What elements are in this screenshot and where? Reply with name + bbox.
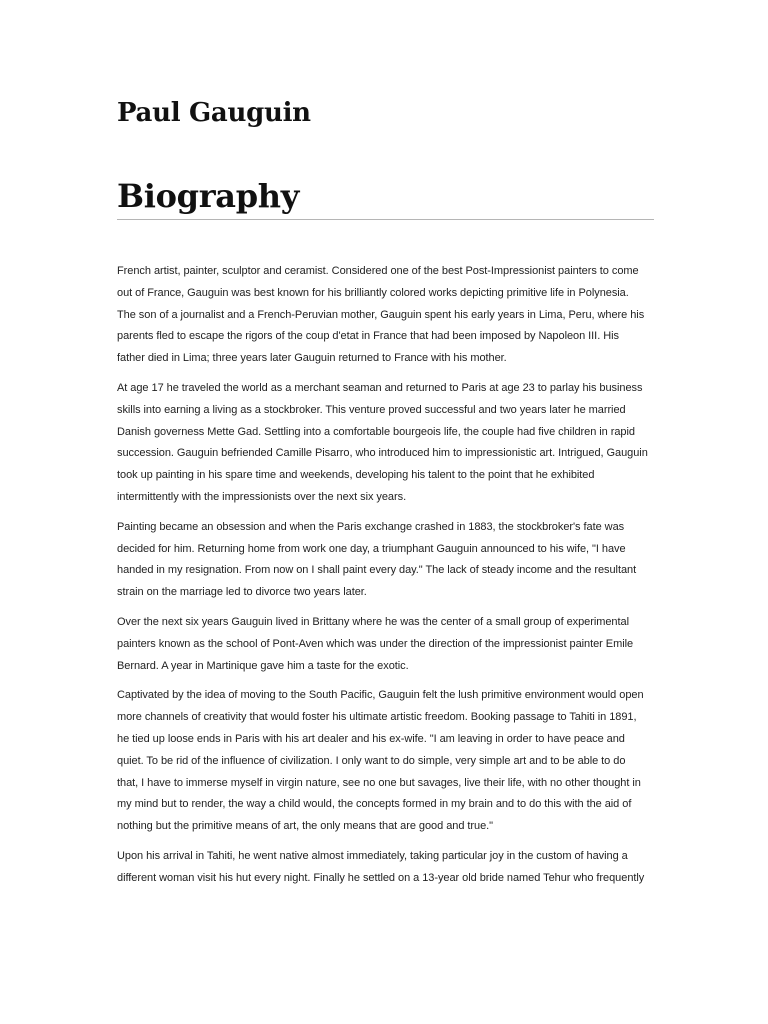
text-line: different woman visit his hut every night. Finally he settled on a 13-year old bride named Tehur who frequently (117, 871, 645, 884)
section-heading-biography: Biography (117, 177, 300, 215)
text-line: Bernard. A year in Martinique gave him a taste for the exotic. (117, 659, 409, 672)
text-line: my mind but to render, the way a child would, the concepts formed in my brain and to do this with the aid of (117, 798, 632, 811)
text-line: quiet. To be rid of the influence of civilization. I only want to do simple, very simple art and to be able to do (117, 754, 626, 767)
text-line: handed in my resignation. From now on I shall paint every day." The lack of steady income and the resultant (117, 564, 637, 577)
text-line: succession. Gauguin befriended Camille Pisarro, who introduced him to impressionistic art. Intrigued, Gauguin (117, 447, 648, 460)
paragraph (117, 378, 654, 509)
text-line: Danish governess Mette Gad. Settling into a comfortable bourgeois life, the couple had five children in rapid (117, 425, 635, 438)
text-line: The son of a journalist and a French-Peruvian mother, Gauguin spent his early years in Lima, Peru, where his (117, 308, 645, 321)
text-line: Over the next six years Gauguin lived in Brittany where he was the center of a small group of experimental (117, 615, 629, 628)
text-line: he tied up loose ends in Paris with his art dealer and his ex-wife. "I am leaving in order to have peace and (117, 732, 625, 745)
page-title: Paul Gauguin (117, 98, 311, 128)
text-line: intermittently with the impressionists over the next six years. (117, 490, 407, 503)
text-line: more channels of creativity that would foster his ultimate artistic freedom. Booking passage to Tahiti in 1891, (117, 711, 637, 724)
text-line: Captivated by the idea of moving to the South Pacific, Gauguin felt the lush primitive environment would open (117, 689, 644, 702)
text-line: French artist, painter, sculptor and ceramist. Considered one of the best Post-Impressionist painters to come (117, 265, 639, 277)
text-line: father died in Lima; three years later Gauguin returned to France with his mother. (117, 352, 507, 365)
text-line: skills into earning a living as a stockbroker. This venture proved successful and two years later he married (117, 403, 626, 416)
text-line: took up painting in his spare time and weekends, developing his talent to the point that he exhibited (117, 469, 595, 482)
text-line: that, I have to immerse myself in virgin nature, see no one but savages, live their life, with no other thought in (117, 776, 641, 789)
biography-body (117, 261, 654, 898)
text-line: painters known as the school of Pont-Aven which was under the direction of the impressionist painter Emile (117, 637, 634, 650)
text-line: decided for him. Returning home from work one day, a triumphant Gauguin announced to his wife, "I have (117, 542, 626, 555)
paragraph (117, 612, 654, 677)
paragraph (117, 846, 654, 890)
text-line: Painting became an obsession and when the Paris exchange crashed in 1883, the stockbroker's fate was (117, 520, 625, 533)
text-line: parents fled to escape the rigors of the coup d'etat in France that had been imposed by Napoleon III. His (117, 330, 619, 343)
text-line: Upon his arrival in Tahiti, he went native almost immediately, taking particular joy in the custom of having a (117, 849, 628, 862)
text-line: At age 17 he traveled the world as a merchant seaman and returned to Paris at age 23 to parlay his business (117, 381, 643, 394)
heading-divider (117, 219, 654, 220)
text-line: nothing but the primitive means of art, the only means that are good and true." (117, 820, 494, 833)
paragraph (117, 261, 654, 370)
paragraph (117, 517, 654, 604)
text-line: strain on the marriage led to divorce two years later. (117, 586, 367, 599)
text-line: out of France, Gauguin was best known for his brilliantly colored works depicting primitive life in Polynesia. (117, 286, 629, 299)
paragraph (117, 685, 654, 838)
